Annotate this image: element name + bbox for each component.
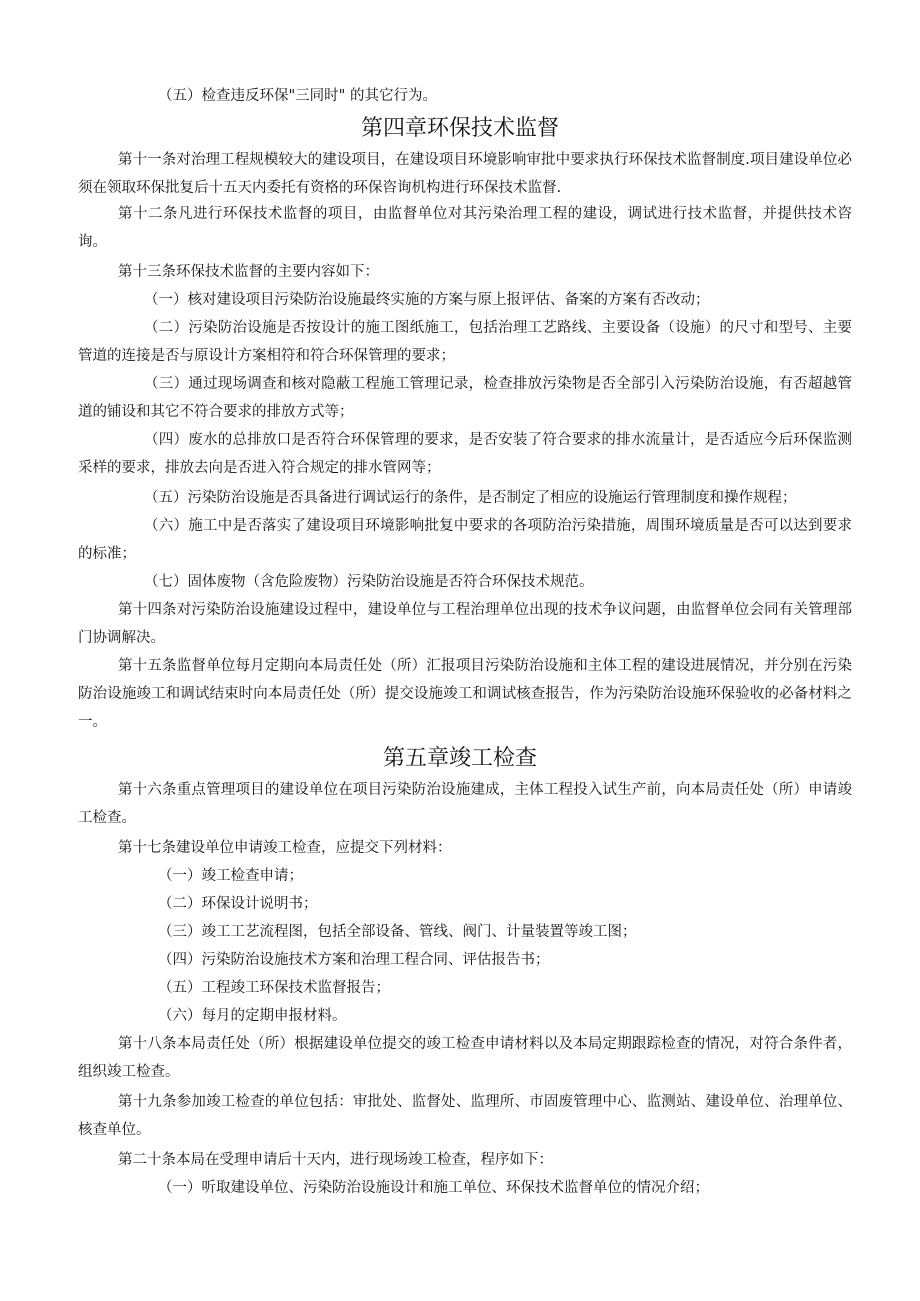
article-13: 第十三条环保技术监督的主要内容如下： xyxy=(118,264,379,280)
article-17-item-4: （四）污染防治设施技术方案和治理工程合同、评估报告书； xyxy=(158,952,550,968)
article-12: 第十二条凡进行环保技术监督的项目，由监督单位对其污染治理工程的建设，调试进行技术监督，并提供技术咨询。 xyxy=(78,206,852,250)
article-13-item-4: （四）废水的总排放口是否符合环保管理的要求，是否安装了符合要求的排水流量计，是否适应今后环保监测采样的要求，排放去向是否进入符合规定的排水管网等； xyxy=(78,432,852,476)
article-17-item-2: （二）环保设计说明书； xyxy=(158,896,318,912)
article-13-item-2: （二）污染防治设施是否按设计的施工图纸施工，包括治理工艺路线、主要设备（设施）的尺寸和型号、主要管道的连接是否与原设计方案相符和符合环保管理的要求； xyxy=(78,320,852,364)
article-17-item-3: （三）竣工工艺流程图，包括全部设备、管线、阀门、计量装置等竣工图； xyxy=(158,924,637,940)
chapter-5-title: 第五章竣工检查 xyxy=(382,746,537,771)
article-20: 第二十条本局在受理申请后十天内，进行现场竣工检查，程序如下： xyxy=(118,1152,553,1168)
article-11: 第十一条对治理工程规模较大的建设项目，在建设项目环境影响审批中要求执行环保技术监督制度.项目建设单位必须在领取环保批复后十五天内委托有资格的环保咨询机构进行环保技术监督. xyxy=(78,152,852,196)
article-13-item-7: （七）固体废物（含危险废物）污染防治设施是否符合环保技术规范。 xyxy=(144,574,594,590)
article-18: 第十八条本局责任处（所）根据建设单位提交的竣工检查申请材料以及本局定期跟踪检查的情况，对符合条件者，组织竣工检查。 xyxy=(78,1036,852,1080)
paragraph-item-5-violations: （五）检查违反环保"三同时" 的其它行为。 xyxy=(158,88,437,104)
article-13-item-5: （五）污染防治设施是否具备进行调试运行的条件，是否制定了相应的设施运行管理制度和操作规程； xyxy=(144,490,797,506)
article-17: 第十七条建设单位申请竣工检查，应提交下列材料： xyxy=(118,840,452,856)
article-17-item-5: （五）工程竣工环保技术监督报告； xyxy=(158,980,390,996)
article-14: 第十四条对污染防治设施建设过程中，建设单位与工程治理单位出现的技术争议问题，由监督单位会同有关管理部门协调解决。 xyxy=(78,602,852,646)
article-20-item-1: （一）听取建设单位、污染防治设施设计和施工单位、环保技术监督单位的情况介绍； xyxy=(158,1180,709,1196)
article-19: 第十九条参加竣工检查的单位包括：审批处、监督处、监理所、市固废管理中心、监测站、建设单位、治理单位、核查单位。 xyxy=(78,1094,852,1138)
chapter-4-title: 第四章环保技术监督 xyxy=(360,116,559,141)
article-13-item-6: （六）施工中是否落实了建设项目环境影响批复中要求的各项防治污染措施，周围环境质量是否可以达到要求的标准； xyxy=(78,518,852,562)
article-17-item-1: （一）竣工检查申请； xyxy=(158,868,303,884)
article-13-item-1: （一）核对建设项目污染防治设施最终实施的方案与原上报评估、备案的方案有否改动； xyxy=(144,292,710,308)
article-16: 第十六条重点管理项目的建设单位在项目污染防治设施建成，主体工程投入试生产前，向本局责任处（所）申请竣工检查。 xyxy=(78,782,852,826)
article-13-item-3: （三）通过现场调查和核对隐蔽工程施工管理记录，检查排放污染物是否全部引入污染防治设施，有否超越管道的铺设和其它不符合要求的排放方式等； xyxy=(78,376,852,420)
article-17-item-6: （六）每月的定期申报材料。 xyxy=(158,1008,347,1024)
article-15: 第十五条监督单位每月定期向本局责任处（所）汇报项目污染防治设施和主体工程的建设进展情况，并分别在污染防治设施竣工和调试结束时向本局责任处（所）提交设施竣工和调试核查报告，作为污染防治设施环保验收的必备材料之一。 xyxy=(78,658,852,730)
